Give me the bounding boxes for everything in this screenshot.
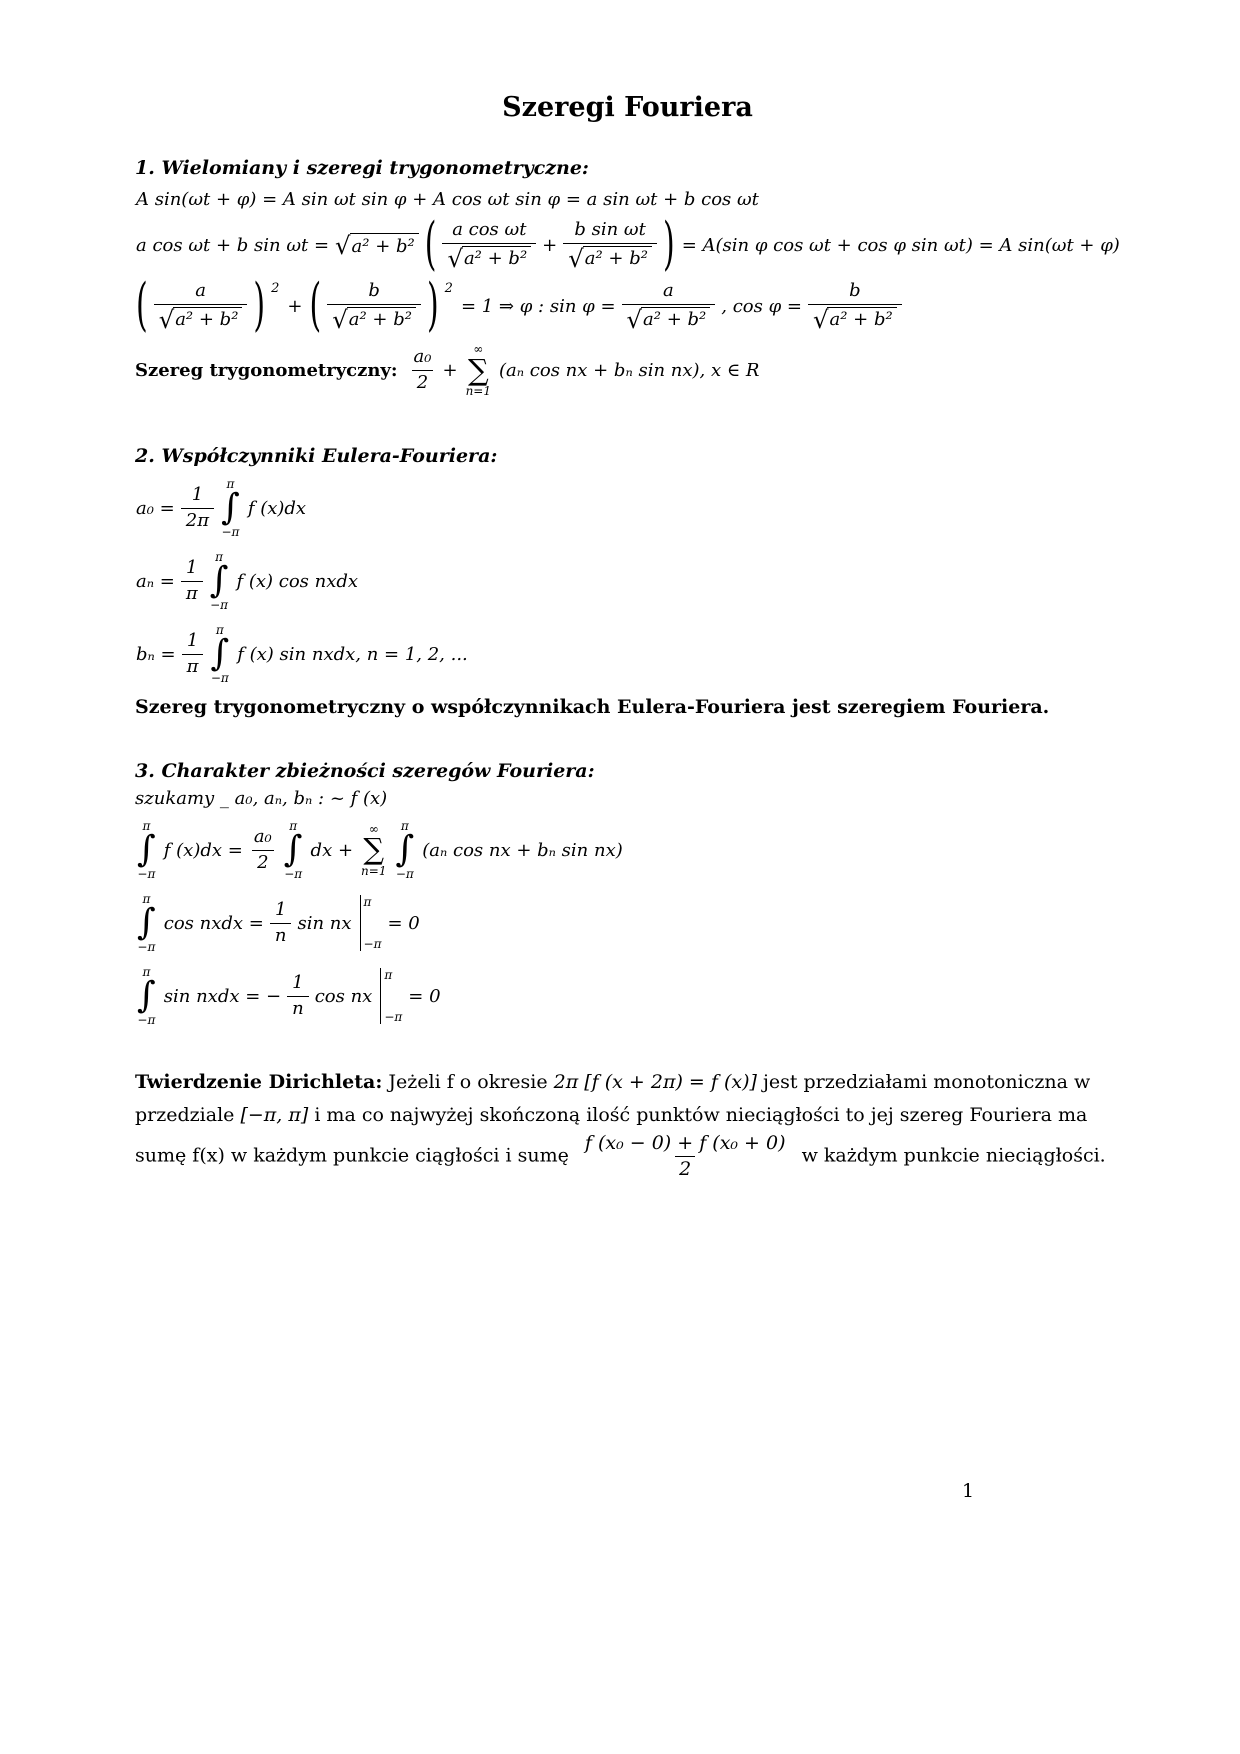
formula-bn-coefficient: [135, 623, 1120, 686]
summation: [466, 342, 491, 398]
integral: [137, 819, 156, 882]
integral: [284, 819, 303, 882]
numerator: 1: [274, 898, 287, 920]
fourier-series-note: Szereg trygonometryczny o współczynnikach Eulera-Fouriera jest szeregiem Fouriera.: [135, 695, 1050, 718]
denominator: n: [287, 996, 309, 1020]
radical-sign: √: [158, 304, 175, 334]
integral-sign: ∫: [209, 560, 229, 602]
denominator: π: [182, 654, 204, 678]
eval-upper-limit: π: [384, 968, 393, 983]
radicand: a² + b²: [350, 233, 419, 257]
numerator: b: [368, 280, 380, 302]
numerator: f (x₀ − 0) + f (x₀ + 0): [584, 1132, 786, 1155]
formula-text: A sin(ωt + φ) = A sin ωt sin φ + A cos ωt sin φ = a sin ωt + b cos ωt: [136, 189, 759, 210]
sum-upper-limit: ∞: [473, 342, 484, 357]
integral-upper-limit: π: [289, 818, 298, 833]
integral-upper-limit: π: [142, 891, 151, 906]
numerator: 1: [191, 484, 204, 505]
dirichlet-theorem-paragraph: [135, 1066, 1120, 1181]
right-paren: ): [662, 211, 675, 278]
fraction: [622, 281, 716, 332]
radical-sign: √: [812, 304, 829, 334]
fraction: [181, 485, 214, 531]
integral-lower-limit: −π: [137, 867, 156, 882]
formula-segment: f (x)dx =: [163, 839, 243, 861]
formula-amplitude-form: [135, 211, 1120, 278]
paragraph-text: Jeżeli f o okresie: [388, 1070, 548, 1093]
radical-sign: √: [335, 230, 351, 260]
integral-upper-limit: π: [215, 549, 224, 564]
numerator: b: [849, 280, 861, 302]
integral: [221, 477, 240, 540]
fraction: [442, 220, 536, 271]
sum-sign: ∑: [363, 832, 385, 867]
inline-math: [−π, π]: [240, 1103, 309, 1126]
plus-sign: +: [442, 360, 458, 382]
integral-lower-limit: −π: [284, 867, 303, 882]
radicand: a² + b²: [827, 307, 896, 331]
fraction: [181, 558, 203, 604]
formula-cos-integral: [135, 892, 1120, 955]
integral: [210, 550, 229, 613]
sum-sign: ∑: [467, 352, 489, 387]
fraction: [249, 827, 277, 873]
integral-lower-limit: −π: [210, 671, 229, 686]
series-body: (aₙ cos nx + bₙ sin nx), x ∈ R: [499, 360, 760, 382]
formula-segment: = 0: [387, 912, 420, 934]
integral-upper-limit: π: [215, 622, 224, 637]
formula-segment: dx +: [310, 839, 354, 861]
denominator: n: [270, 923, 292, 947]
series-label: Szereg trygonometryczny:: [135, 360, 398, 382]
radicand: a² + b²: [641, 307, 710, 331]
formula-a0-coefficient: [135, 477, 1120, 540]
sqrt: [332, 304, 416, 334]
exponent: 2: [271, 281, 280, 297]
right-paren: ): [426, 272, 439, 340]
integral-sign: ∫: [137, 974, 156, 1016]
evaluation-bar: [360, 895, 382, 951]
fraction: [563, 220, 657, 271]
formula-segment: cos nxdx =: [163, 912, 264, 934]
radicand: a² + b²: [462, 246, 531, 270]
formula-phase-condition: [135, 272, 1120, 340]
radical-sign: √: [626, 304, 643, 334]
numerator: 1: [186, 556, 198, 578]
numerator: 1: [292, 971, 304, 993]
integral-lower-limit: −π: [137, 1013, 156, 1028]
integral-lower-limit: −π: [395, 867, 414, 882]
page-title: Szeregi Fouriera: [502, 92, 753, 123]
radical-sign: √: [332, 304, 348, 334]
fraction: [154, 281, 248, 332]
formula-segment: = 0: [408, 985, 441, 1007]
formula-segment: sin nxdx = −: [163, 985, 282, 1007]
eval-upper-limit: π: [363, 895, 372, 910]
exponent: 2: [444, 281, 453, 297]
denominator: 2: [412, 370, 433, 394]
inline-fraction: [581, 1132, 790, 1181]
sum-lower-limit: n=1: [361, 863, 387, 878]
denominator: [154, 304, 248, 333]
integral-upper-limit: π: [142, 964, 151, 979]
formula-lhs: aₙ =: [136, 570, 175, 592]
formula-lhs: bₙ =: [136, 643, 176, 665]
integral-upper-limit: π: [142, 818, 151, 833]
numerator: a cos ωt: [452, 219, 527, 240]
fraction: [287, 973, 309, 1019]
fraction: [409, 347, 437, 393]
formula-lhs: a cos ωt + b sin ωt =: [136, 235, 330, 257]
integral: [137, 965, 156, 1028]
inline-math: 2π [f (x + 2π) = f (x)]: [553, 1070, 757, 1093]
denominator: [563, 243, 657, 272]
section-2-heading: 2. Współczynniki Eulera-Fouriera:: [135, 444, 498, 467]
denominator: [622, 304, 716, 333]
radicand: a² + b²: [583, 246, 652, 270]
formula-segment: cos nx: [314, 985, 373, 1007]
integral: [395, 819, 414, 882]
formula-lhs: a₀ =: [136, 497, 175, 519]
formula-comma-cos: , cos φ =: [721, 296, 802, 318]
integral-upper-limit: π: [400, 818, 409, 833]
integral: [210, 623, 229, 686]
section-1-heading: 1. Wielomiany i szeregi trygonometryczne:: [135, 157, 589, 179]
integral-lower-limit: −π: [210, 598, 229, 613]
integral-upper-limit: π: [226, 476, 235, 491]
left-paren: (: [136, 272, 148, 340]
dirichlet-label: Twierdzenie Dirichleta:: [135, 1070, 383, 1093]
radical-sign: √: [568, 243, 584, 273]
fraction: [808, 281, 902, 332]
integral-lower-limit: −π: [221, 525, 240, 540]
integral-sign: ∫: [210, 633, 230, 675]
radicand: a² + b²: [173, 307, 242, 331]
formula-segment: sin nx: [297, 912, 352, 934]
denominator: π: [181, 581, 203, 605]
integral: [137, 892, 156, 955]
sqrt: [335, 230, 419, 260]
integrand: f (x) cos nxdx: [236, 570, 359, 592]
paragraph-text: w każdym punkcie nieciągłości.: [801, 1144, 1106, 1167]
integrand: f (x) sin nxdx, n = 1, 2, ...: [237, 643, 468, 665]
right-paren: ): [253, 272, 266, 340]
integral-sign: ∫: [221, 487, 240, 529]
sqrt: [626, 304, 711, 334]
paragraph-text: i ma co najwyżej skończoną ilość punktów nieciągłości to jej szereg Fouriera ma sumę f(x) w każdym punkcie ciągłości i sumę: [135, 1103, 1088, 1167]
numerator: a: [663, 280, 674, 302]
formula-middle: = 1 ⇒ φ : sin φ =: [460, 296, 616, 318]
integral-sign: ∫: [395, 829, 415, 870]
formula-trig-series: [135, 342, 1120, 398]
numerator: 1: [186, 629, 199, 651]
denominator: 2π: [181, 508, 214, 532]
left-paren: (: [309, 272, 322, 340]
formula-sin-identity: [135, 189, 1120, 210]
denominator: [442, 243, 536, 272]
denominator: [808, 304, 902, 333]
formula-rhs: = A(sin φ cos ωt + cos φ sin ωt) = A sin(ωt + φ): [681, 235, 1120, 257]
fraction: [270, 900, 292, 946]
numerator: b sin ωt: [574, 219, 646, 240]
numerator: a₀: [413, 346, 432, 368]
formula-sin-integral: [135, 965, 1120, 1028]
sqrt: [568, 243, 652, 273]
formula-segment: (aₙ cos nx + bₙ sin nx): [422, 839, 623, 861]
denominator: 2: [252, 850, 273, 874]
integrand: f (x)dx: [247, 497, 307, 519]
plus-sign: +: [287, 296, 303, 318]
left-paren: (: [424, 211, 437, 278]
integral-sign: ∫: [137, 829, 156, 870]
formula-series-expansion: [135, 819, 1120, 882]
plus-sign: +: [542, 235, 558, 257]
evaluation-bar: [380, 968, 402, 1024]
seek-line: szukamy _ a₀, aₙ, bₙ : ~ f (x): [135, 787, 388, 809]
numerator: a₀: [253, 825, 272, 847]
denominator: 2: [675, 1156, 695, 1181]
page-number: 1: [962, 1480, 975, 1502]
formula-an-coefficient: [135, 550, 1120, 613]
radicand: a² + b²: [347, 307, 416, 331]
sum-upper-limit: ∞: [368, 821, 379, 836]
summation: [361, 822, 386, 878]
integral-lower-limit: −π: [137, 940, 156, 955]
fraction: [182, 631, 204, 677]
sqrt: [812, 304, 897, 334]
sqrt: [447, 243, 531, 273]
radical-sign: √: [447, 243, 463, 273]
sqrt: [158, 304, 243, 334]
integral-sign: ∫: [283, 829, 303, 870]
integral-sign: ∫: [137, 901, 156, 943]
numerator: a: [195, 280, 206, 302]
page-content: [135, 92, 1120, 1181]
denominator: [327, 304, 421, 333]
section-3-heading: 3. Charakter zbieżności szeregów Fouriera:: [135, 759, 595, 782]
eval-lower-limit: −π: [363, 937, 382, 952]
eval-lower-limit: −π: [384, 1010, 403, 1025]
sum-lower-limit: n=1: [465, 384, 491, 399]
paragraph-text: jest przedziałami monotoniczna w przedziale: [135, 1070, 1091, 1126]
fraction: [327, 281, 421, 332]
